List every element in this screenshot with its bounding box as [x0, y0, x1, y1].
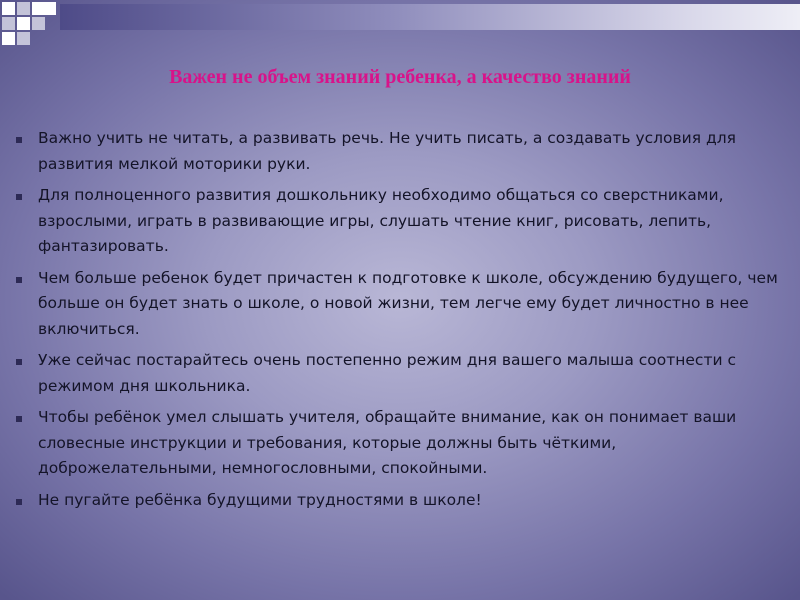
square-bullet-icon	[16, 499, 22, 505]
decorative-square	[2, 17, 15, 30]
bullet-item	[12, 183, 792, 260]
bullet-item	[12, 266, 792, 343]
decorative-square	[17, 17, 30, 30]
decorative-square	[45, 2, 56, 15]
decorative-squares	[0, 0, 60, 50]
square-bullet-icon	[16, 277, 22, 283]
bullet-text: Чем больше ребенок будет причастен к подготовке к школе, обсуждению будущего, чем больше он будет знать о школе, о новой жизни, тем легче ему будет личностно в нее включиться.	[38, 268, 778, 338]
bullet-text: Для полноценного развития дошкольнику необходимо общаться со сверстниками, взрослыми, играть в развивающие игры, слушать чтение книг, рисовать, лепить, фантазировать.	[38, 186, 724, 255]
bullet-item	[12, 348, 792, 399]
bullet-text: Чтобы ребёнок умел слышать учителя, обращайте внимание, как он понимает ваши словесные инструкции и требования, которые должны быть чёткими, доброжелательными, немногословными, спокойными.	[38, 408, 737, 477]
header-gradient-bar	[60, 4, 800, 30]
square-bullet-icon	[16, 194, 22, 200]
decorative-square	[17, 32, 30, 45]
bullet-item	[12, 488, 792, 514]
bullet-text: Важно учить не читать, а развивать речь. Не учить писать, а создавать условия для развития мелкой моторики руки.	[38, 129, 736, 173]
decorative-square	[2, 2, 15, 15]
bullet-item	[12, 126, 792, 177]
decorative-square	[17, 2, 30, 15]
square-bullet-icon	[16, 359, 22, 365]
bullet-item	[12, 405, 792, 482]
decorative-square	[32, 17, 45, 30]
slide-title: Важен не объем знаний ребенка, а качество знаний	[169, 66, 631, 88]
square-bullet-icon	[16, 416, 22, 422]
decorative-square	[32, 2, 45, 15]
bullet-text: Уже сейчас постарайтесь очень постепенно режим дня вашего малыша соотнести с режимом дня школьника.	[38, 351, 737, 395]
bullet-list	[12, 126, 792, 519]
decorative-square	[2, 32, 15, 45]
square-bullet-icon	[16, 137, 22, 143]
bullet-text: Не пугайте ребёнка будущими трудностями в школе!	[38, 490, 482, 509]
